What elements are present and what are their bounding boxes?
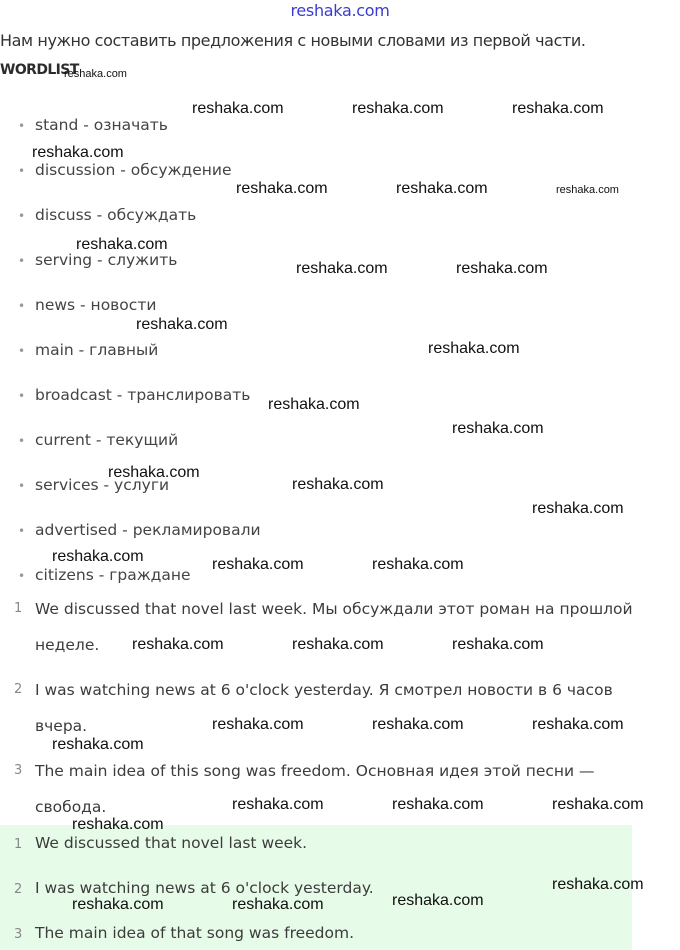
watermark: reshaka.com <box>392 892 484 909</box>
bullet-icon: • <box>18 344 26 358</box>
watermark: reshaka.com <box>396 180 488 197</box>
watermark: reshaka.com <box>532 716 624 733</box>
watermark: reshaka.com <box>532 500 624 517</box>
bullet-icon: • <box>18 389 26 403</box>
watermark: reshaka.com <box>108 464 200 481</box>
sentence-text: I was watching news at 6 o'clock yesterday. Я смотрел новости в 6 часов вчера. <box>35 681 613 735</box>
watermark: reshaka.com <box>268 396 360 413</box>
watermark: reshaka.com <box>456 260 548 277</box>
answer-item: 3 The main idea of that song was freedom. <box>14 924 355 942</box>
watermark: reshaka.com <box>372 556 464 573</box>
watermark: reshaka.com <box>64 68 127 80</box>
watermark: reshaka.com <box>76 236 168 253</box>
watermark: reshaka.com <box>352 100 444 117</box>
watermark: reshaka.com <box>192 100 284 117</box>
watermark: reshaka.com <box>552 796 644 813</box>
answer-item: 2 I was watching news at 6 o'clock yesterday. <box>14 879 374 897</box>
wordlist-item: • stand - означать <box>18 114 168 136</box>
watermark: reshaka.com <box>296 260 388 277</box>
answer-block <box>0 825 632 950</box>
watermark: reshaka.com <box>512 100 604 117</box>
watermark: reshaka.com <box>428 340 520 357</box>
wordlist-item: • main - главный <box>18 339 158 361</box>
watermark: reshaka.com <box>552 876 644 893</box>
wordlist-item: • citizens - граждане <box>18 564 191 586</box>
wordlist-item: • news - новости <box>18 294 156 316</box>
bullet-icon: • <box>18 434 26 448</box>
bullet-icon: • <box>18 164 26 178</box>
watermark: reshaka.com <box>132 636 224 653</box>
site-link[interactable]: reshaka.com <box>290 1 390 20</box>
bullet-icon: • <box>18 524 26 538</box>
watermark: reshaka.com <box>72 816 164 833</box>
intro-text: Нам нужно составить предложения с новыми словами из первой части. <box>0 31 586 50</box>
watermark: reshaka.com <box>236 180 328 197</box>
watermark: reshaka.com <box>32 144 124 161</box>
watermark: reshaka.com <box>372 716 464 733</box>
bullet-icon: • <box>18 119 26 133</box>
wordlist-item: • services - услуги <box>18 474 169 496</box>
sentence-number: 2 <box>14 682 23 697</box>
wordlist-item: • broadcast - транслировать <box>18 384 250 406</box>
watermark: reshaka.com <box>452 420 544 437</box>
bullet-icon: • <box>18 254 26 268</box>
sentence-number: 3 <box>14 763 23 778</box>
answer-item: 1 We discussed that novel last week. <box>14 834 308 852</box>
sentence-item <box>14 753 666 825</box>
wordlist-item: • discussion - обсуждение <box>18 159 231 181</box>
watermark: reshaka.com <box>52 736 144 753</box>
watermark: reshaka.com <box>212 556 304 573</box>
bullet-icon: • <box>18 479 26 493</box>
bullet-icon: • <box>18 569 26 583</box>
watermark: reshaka.com <box>556 184 619 196</box>
wordlist-item: • serving - служить <box>18 249 177 271</box>
sentence-text: We discussed that novel last week. Мы обсуждали этот роман на прошлой неделе. <box>35 600 633 654</box>
bullet-icon: • <box>18 209 26 223</box>
watermark: reshaka.com <box>72 896 164 913</box>
wordlist-item: • current - текущий <box>18 429 178 451</box>
watermark: reshaka.com <box>392 796 484 813</box>
watermark: reshaka.com <box>232 896 324 913</box>
watermark: reshaka.com <box>52 548 144 565</box>
sentence-text: The main idea of this song was freedom. Основная идея этой песни — свобода. <box>35 762 595 816</box>
watermark: reshaka.com <box>232 796 324 813</box>
wordlist-item: • discuss - обсуждать <box>18 204 196 226</box>
watermark: reshaka.com <box>212 716 304 733</box>
watermark: reshaka.com <box>452 636 544 653</box>
watermark: reshaka.com <box>292 476 384 493</box>
watermark: reshaka.com <box>292 636 384 653</box>
wordlist-item: • advertised - рекламировали <box>18 519 261 541</box>
bullet-icon: • <box>18 299 26 313</box>
wordlist-title: WORDLIST <box>0 62 79 78</box>
sentence-number: 1 <box>14 601 23 616</box>
watermark: reshaka.com <box>136 316 228 333</box>
